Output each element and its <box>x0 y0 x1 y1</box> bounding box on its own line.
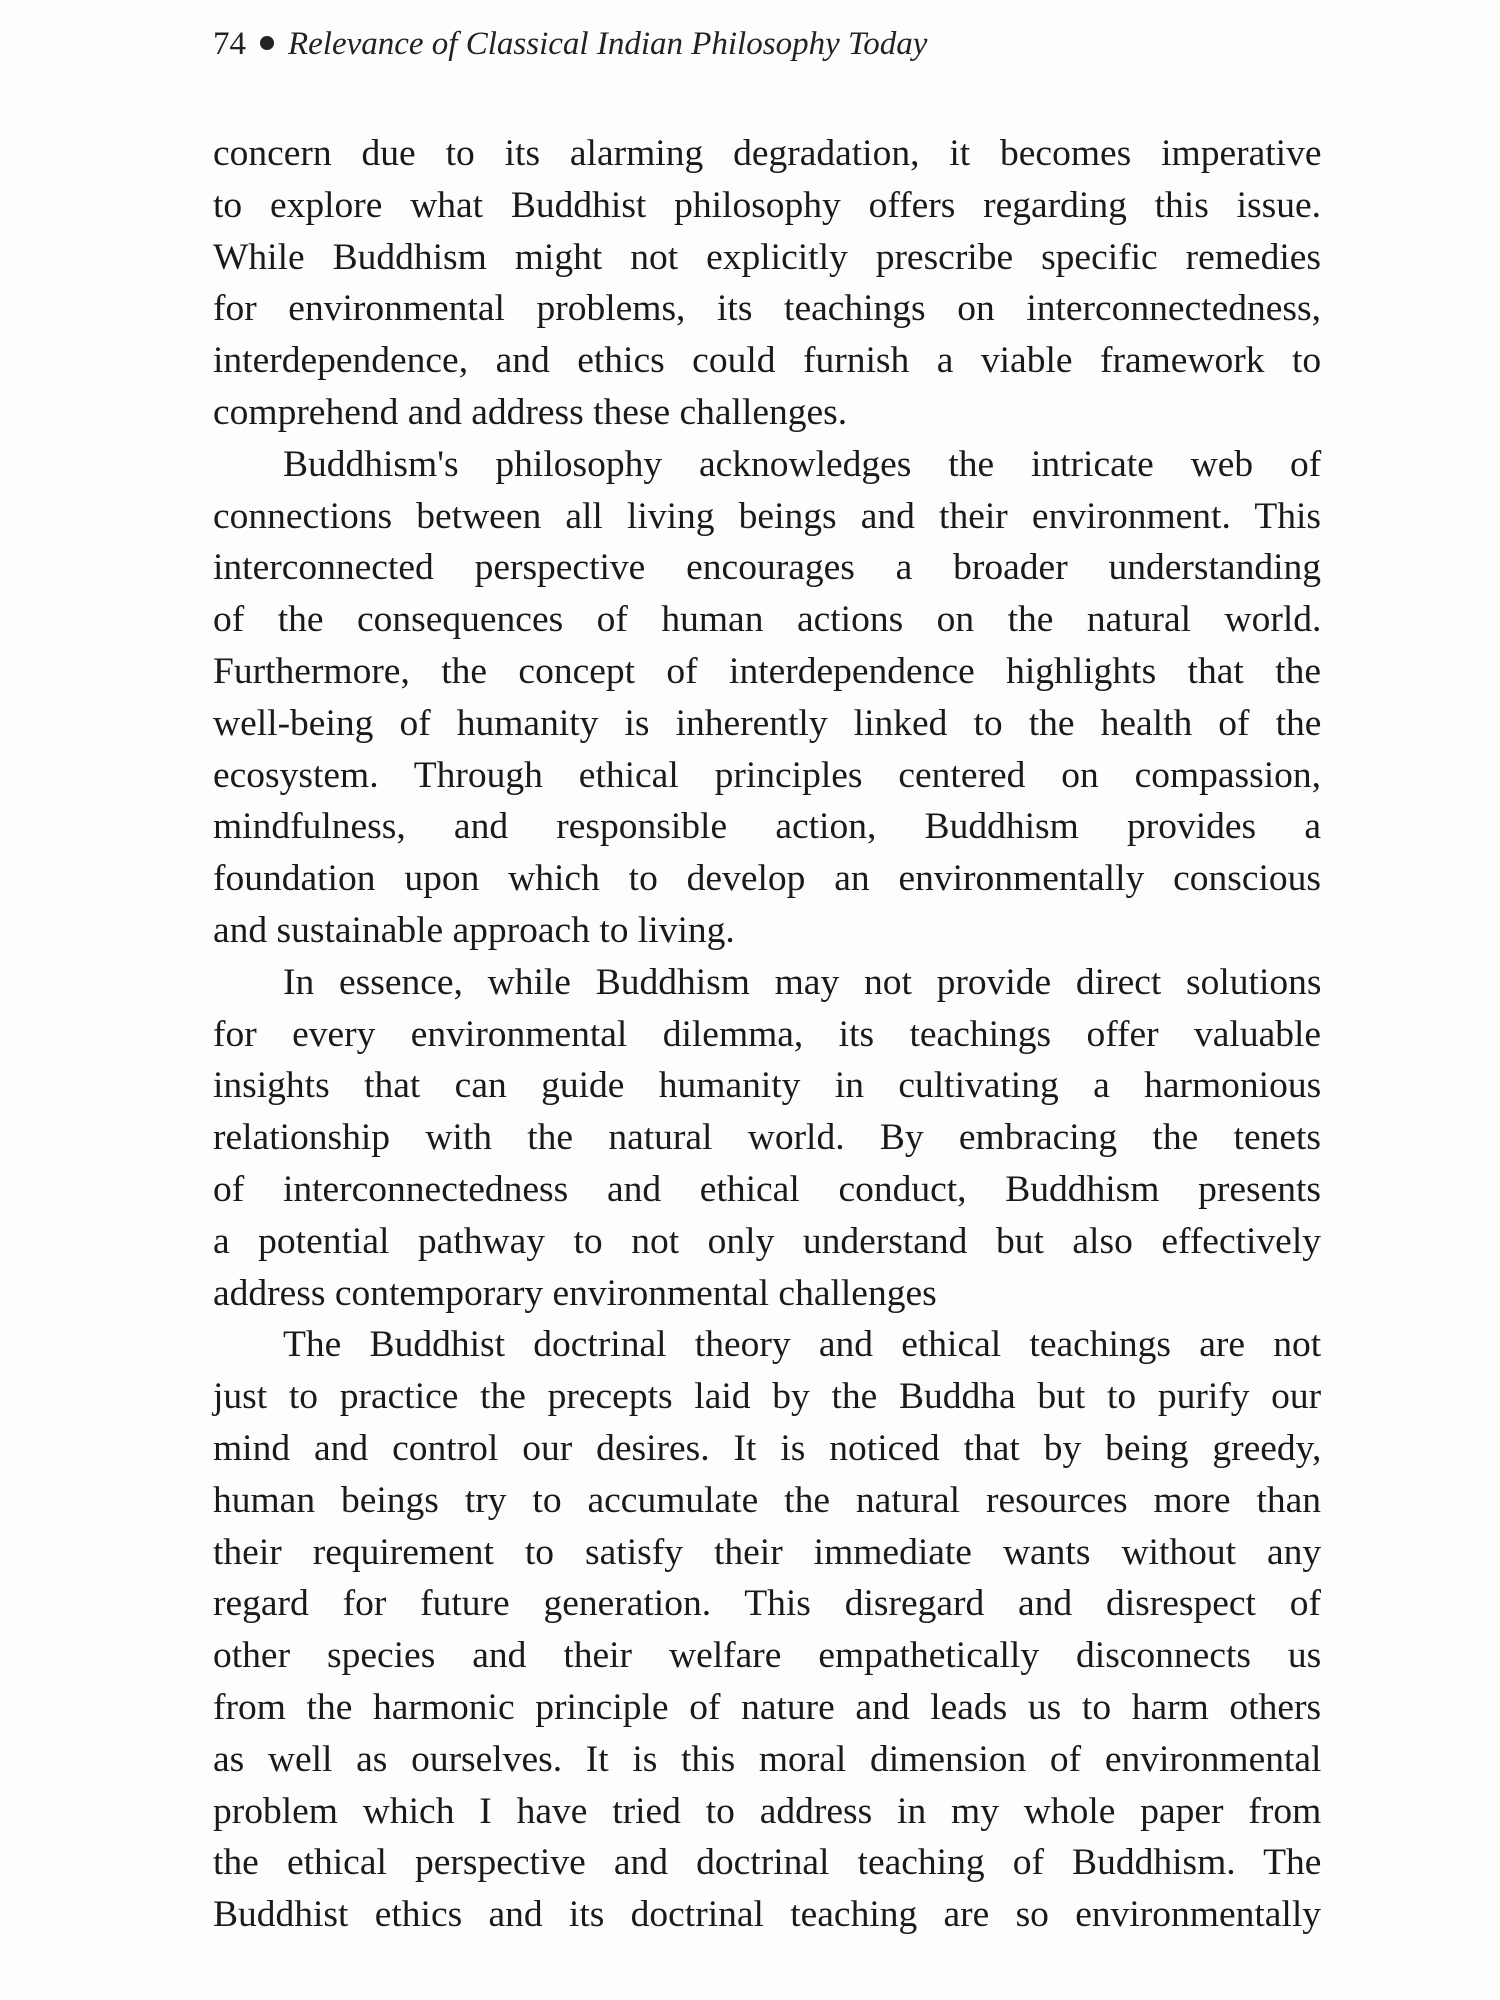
running-head <box>213 22 927 66</box>
paragraph-4 <box>213 1319 1321 1941</box>
text-line: mindfulness, and responsible action, Buddhism provides a <box>213 806 1321 848</box>
text-line: connections between all living beings and their environment. This <box>213 495 1321 537</box>
text-line: other species and their welfare empathetically disconnects us <box>213 1635 1322 1677</box>
text-line: for environmental problems, its teachings on interconnectedness, <box>213 288 1321 330</box>
bullet-separator-icon <box>260 36 274 50</box>
text-line: well-being of humanity is inherently linked to the health of the <box>213 702 1322 744</box>
text-line: address contemporary environmental challenges <box>213 1272 937 1314</box>
text-line: human beings try to accumulate the natural resources more than <box>213 1479 1322 1521</box>
text-line: foundation upon which to develop an environmentally conscious <box>213 858 1321 900</box>
text-line: a potential pathway to not only understand but also effectively <box>213 1220 1321 1262</box>
paragraph-1 <box>213 128 1321 439</box>
text-line: just to practice the precepts laid by the Buddha but to purify our <box>213 1376 1322 1418</box>
text-line: to explore what Buddhist philosophy offers regarding this issue. <box>213 184 1321 226</box>
text-line: comprehend and address these challenges. <box>213 391 848 433</box>
text-line: the ethical perspective and doctrinal teaching of Buddhism. The <box>213 1842 1322 1884</box>
text-line: Furthermore, the concept of interdependence highlights that the <box>213 650 1321 692</box>
text-line: and sustainable approach to living. <box>213 909 735 951</box>
text-line: interconnected perspective encourages a broader understanding <box>213 547 1321 589</box>
page-number: 74 <box>213 26 246 62</box>
text-line: While Buddhism might not explicitly prescribe specific remedies <box>213 236 1321 278</box>
text-line: problem which I have tried to address in my whole paper from <box>213 1790 1322 1832</box>
text-line: concern due to its alarming degradation, it becomes imperative <box>213 133 1322 174</box>
body-text <box>213 128 1321 1941</box>
text-line: as well as ourselves. It is this moral dimension of environmental <box>213 1738 1322 1780</box>
text-line: of interconnectedness and ethical conduct, Buddhism presents <box>213 1168 1322 1210</box>
paragraph-2 <box>213 439 1321 957</box>
book-title: Relevance of Classical Indian Philosophy Today <box>288 26 928 62</box>
text-line: from the harmonic principle of nature and leads us to harm others <box>213 1686 1322 1728</box>
text-line: Buddhist ethics and its doctrinal teaching are so environmentally <box>213 1894 1321 1936</box>
text-line: for every environmental dilemma, its teachings offer valuable <box>213 1013 1322 1055</box>
text-line: regard for future generation. This disregard and disrespect of <box>213 1583 1321 1625</box>
text-line: mind and control our desires. It is noticed that by being greedy, <box>213 1427 1322 1469</box>
text-line: their requirement to satisfy their immediate wants without any <box>213 1531 1322 1573</box>
text-line: of the consequences of human actions on the natural world. <box>213 599 1322 641</box>
text-line: In essence, while Buddhism may not provide direct solutions <box>283 961 1322 1003</box>
text-line: The Buddhist doctrinal theory and ethical teachings are not <box>283 1324 1322 1366</box>
text-line: Buddhism's philosophy acknowledges the intricate web of <box>283 443 1322 485</box>
text-line: relationship with the natural world. By embracing the tenets <box>213 1117 1321 1159</box>
text-line: insights that can guide humanity in cultivating a harmonious <box>213 1065 1322 1107</box>
text-line: interdependence, and ethics could furnish a viable framework to <box>213 340 1322 382</box>
paragraph-3 <box>213 957 1321 1320</box>
text-line: ecosystem. Through ethical principles centered on compassion, <box>213 754 1322 796</box>
